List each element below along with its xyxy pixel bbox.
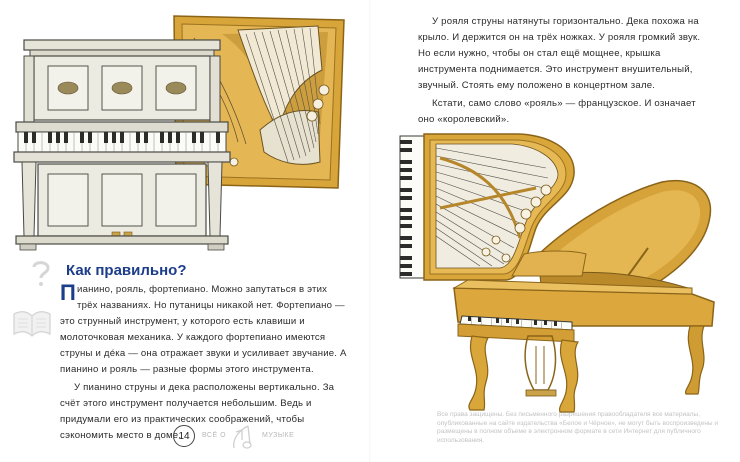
page-number — [173, 425, 195, 447]
legal-notice: Все права защищены. Без письменного разрешения правообладателя все материалы, опубликованные на сайте издательства «Белое и Чёрное», не могут быть воспроизведены и размещены в полном объеме в электронном формате в сети Интернет для публичного использования. — [437, 411, 719, 444]
open-book-icon — [10, 302, 54, 340]
series-title-left: ВСЁ О — [202, 432, 227, 439]
series-logo-icon — [228, 418, 258, 454]
paragraph: Кстати, само слово «рояль» — французское. И означает оно «королевский». — [418, 98, 696, 125]
right-page-text — [418, 14, 714, 130]
question-mark-icon — [28, 258, 54, 288]
paragraph: У рояля струны натянуты горизонтально. Дека похожа на крыло. И держится он на трёх ножках. У рояля громкий звук. Но если нужно, чтобы он стал ещё мощнее, крышка инструмента поднимается. Это инструмент внушительный, звучный. Стоять ему положено в концертном зале. — [418, 16, 701, 91]
page-number-text: 14 — [178, 430, 190, 442]
upright-piano-illustration — [12, 36, 232, 252]
left-page-text — [60, 282, 350, 446]
paragraph: У пианино струны и дека расположены вертикально. За счёт этого инструмент получается небольшим. Ведь и придумали его из практических соображений, чтобы сэкономить место в доме. — [60, 382, 335, 441]
grand-piano-illustration — [452, 176, 722, 416]
paragraph — [60, 282, 350, 378]
series-title-right: МУЗЫКЕ — [262, 432, 295, 439]
drop-cap: П — [60, 280, 77, 305]
paragraph-text: ианино, рояль, фортепиано. Можно запутаться в этих трёх названиях. Но путаницы никакой нет. Фортепиано — это струнный инструмент, у которого есть клавиши и молоточковая механика. У каждого фортепиано имеются струны и дéка — она отражает звуки и усиливает звучание. А пианино и рояль — разные формы этого инструмента. — [60, 284, 347, 375]
page-gutter — [369, 0, 371, 462]
section-heading: Как правильно? — [66, 262, 187, 279]
